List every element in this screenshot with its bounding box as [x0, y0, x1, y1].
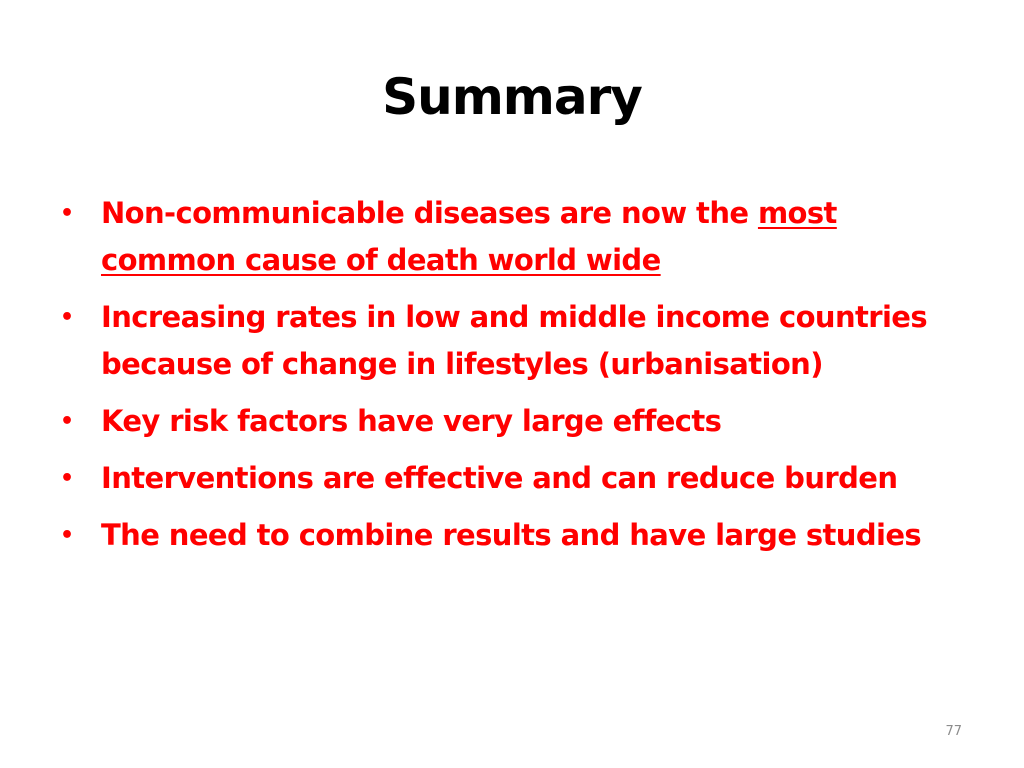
underlined-text: most common cause of death world wide: [101, 196, 837, 277]
bullet-item: [60, 294, 980, 388]
bullet-dot-icon: •: [60, 305, 74, 330]
bullet-item: [60, 512, 980, 559]
bullet-text: Increasing rates in low and middle income countries because of change in lifestyles (urbanisation): [101, 300, 928, 381]
bullet-dot-icon: •: [60, 409, 74, 434]
bullet-item: [60, 398, 980, 445]
bullet-list: [60, 190, 980, 569]
bullet-text: Interventions are effective and can reduce burden: [101, 461, 898, 495]
page-number: 77: [945, 724, 962, 739]
bullet-item: [60, 190, 980, 284]
bullet-dot-icon: •: [60, 466, 74, 491]
bullet-dot-icon: •: [60, 523, 74, 548]
bullet-dot-icon: •: [60, 201, 74, 226]
bullet-text: Key risk factors have very large effects: [101, 404, 722, 438]
bullet-text: The need to combine results and have large studies: [101, 518, 922, 552]
slide-title: Summary: [382, 68, 642, 126]
bullet-text: Non-communicable diseases are now the: [101, 196, 758, 230]
bullet-item: [60, 455, 980, 502]
